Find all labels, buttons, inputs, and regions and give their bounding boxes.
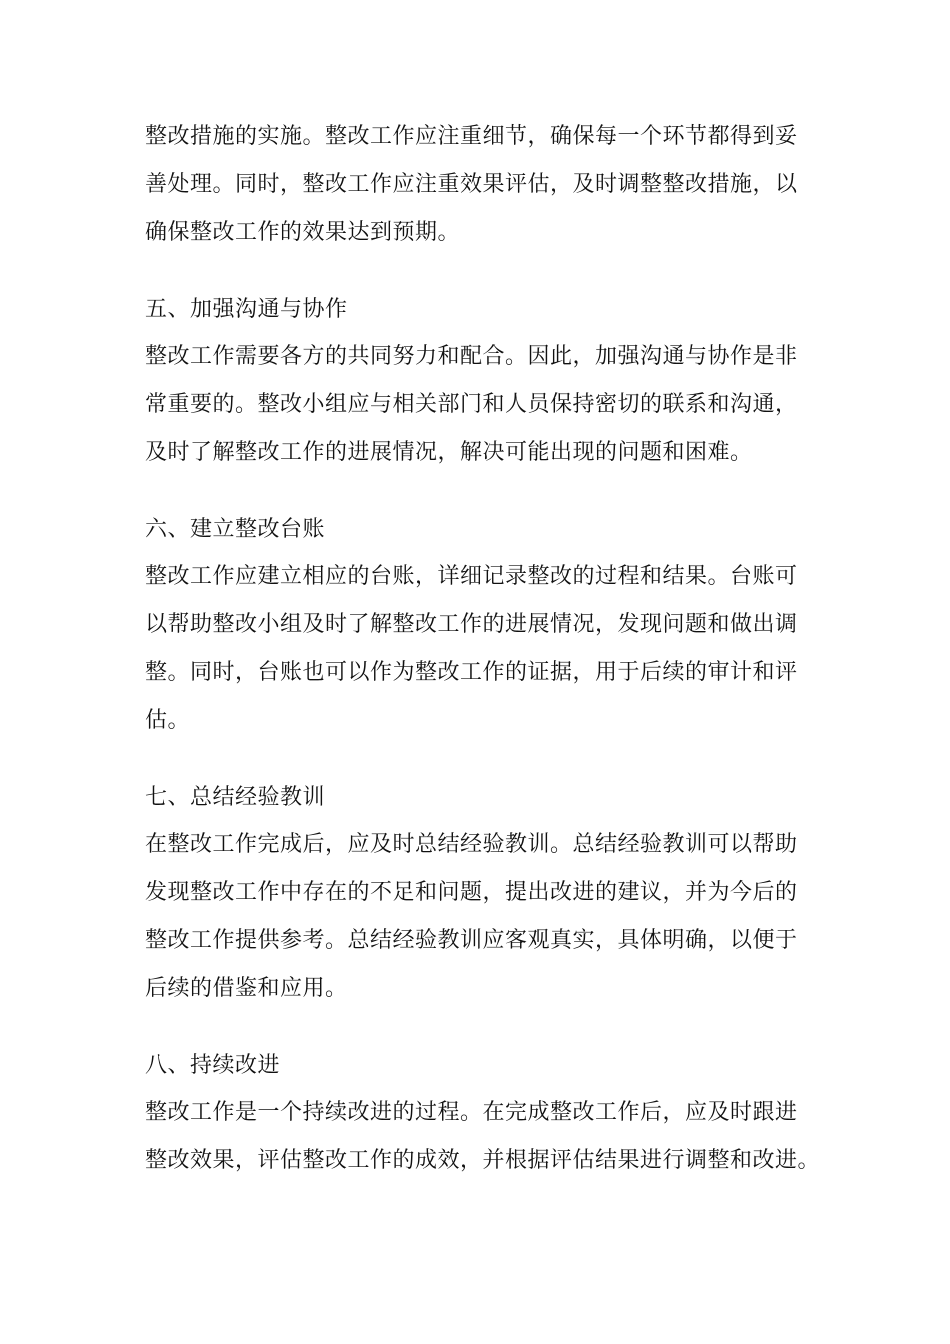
paragraph-line: 及时了解整改工作的进展情况，解决可能出现的问题和困难。 xyxy=(145,440,753,465)
section-heading: 六、建立整改台账 xyxy=(145,517,326,542)
paragraph-line: 发现整改工作中存在的不足和问题，提出改进的建议，并为今后的 xyxy=(145,880,798,905)
paragraph-line: 常重要的。整改小组应与相关部门和人员保持密切的联系和沟通， xyxy=(145,392,798,417)
paragraph-line: 整改措施的实施。整改工作应注重细节，确保每一个环节都得到妥 xyxy=(145,124,798,149)
section-five xyxy=(145,287,825,477)
section-heading: 七、总结经验教训 xyxy=(145,785,326,810)
paragraph-line: 整。同时，台账也可以作为整改工作的证据，用于后续的审计和评 xyxy=(145,660,798,685)
section-six xyxy=(145,507,825,745)
paragraph-line: 估。 xyxy=(145,708,191,733)
paragraph-line: 善处理。同时，整改工作应注重效果评估，及时调整整改措施，以 xyxy=(145,172,798,197)
paragraph-line: 后续的借鉴和应用。 xyxy=(145,976,348,1001)
section-heading: 五、加强沟通与协作 xyxy=(145,297,348,322)
paragraph-line: 整改工作应建立相应的台账，详细记录整改的过程和结果。台账可 xyxy=(145,564,798,589)
paragraph-line: 以帮助整改小组及时了解整改工作的进展情况，发现问题和做出调 xyxy=(145,612,798,637)
paragraph-line: 确保整改工作的效果达到预期。 xyxy=(145,220,461,245)
section-seven xyxy=(145,775,825,1013)
paragraph-line: 整改工作提供参考。总结经验教训应客观真实，具体明确，以便于 xyxy=(145,928,798,953)
paragraph-line: 整改效果，评估整改工作的成效，并根据评估结果进行调整和改进。 xyxy=(145,1148,821,1173)
paragraph-line: 整改工作需要各方的共同努力和配合。因此，加强沟通与协作是非 xyxy=(145,344,798,369)
section-heading: 八、持续改进 xyxy=(145,1053,281,1078)
intro-paragraph xyxy=(145,113,825,257)
section-eight xyxy=(145,1043,825,1185)
document-body xyxy=(145,113,825,1185)
paragraph-line: 在整改工作完成后，应及时总结经验教训。总结经验教训可以帮助 xyxy=(145,832,798,857)
paragraph-line: 整改工作是一个持续改进的过程。在完成整改工作后，应及时跟进 xyxy=(145,1100,798,1125)
